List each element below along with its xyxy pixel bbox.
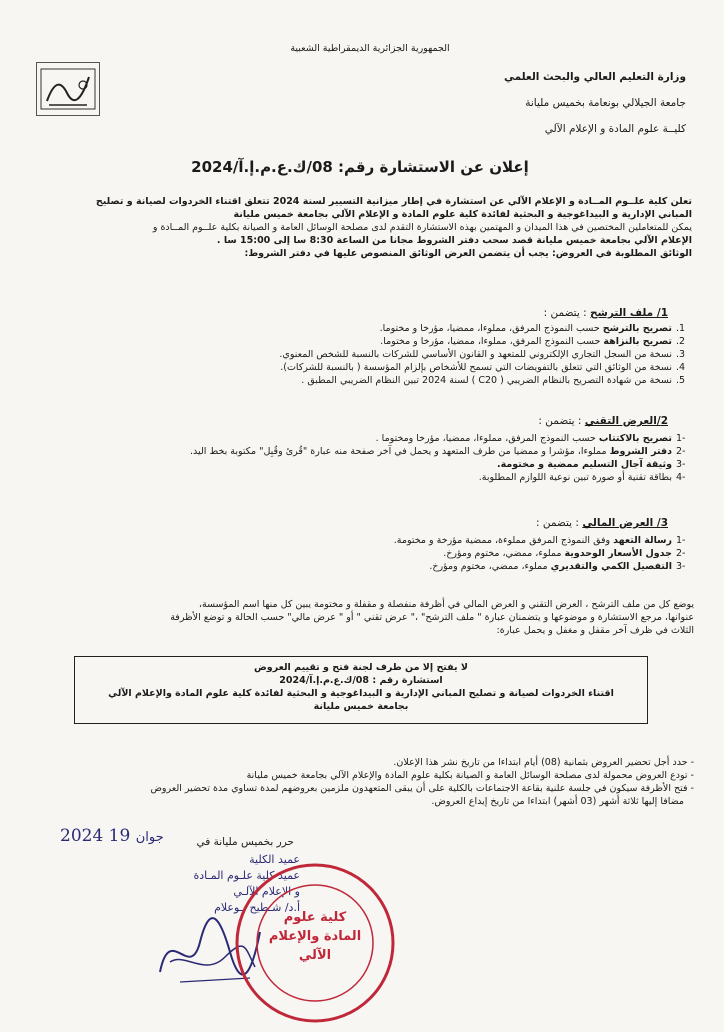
intro-line: تعلن كلية علــوم المــادة و الإعلام الآلي عن استشارة في إطار ميزانية التسيير لسنة 2024 تتعلق اقتناء الخردوات لصيانة و تصليح — [95, 196, 692, 207]
dean-title: عميد الكلية — [249, 853, 300, 866]
republic-header: الجمهورية الجزائرية الديمقراطية الشعبية — [290, 43, 450, 54]
intro-paragraph — [32, 195, 692, 260]
list-item: 4. نسخة من الوثائق التي تتعلق بالتفويضات التي تسمح للأشخاص بإلزام المؤسسة ( بالنسبة للشركات). — [280, 362, 686, 373]
envelope-line: يوضع كل من ملف الترشح ، العرض التقني و العرض المالي في أظرفة منفصلة و مقفلة و مختومة يبين كل منها اسم المؤسسة، — [198, 599, 694, 610]
list-item: -1 تصريح بالاكتتاب حسب النموذج المرفق، مملوءا، ممضيا، مؤرخا ومختوما . — [375, 433, 686, 444]
stamp-text: كلية علوم المادة والإعلام الآلي — [268, 910, 362, 963]
ministry-name: وزارة التعليم العالي والبحث العلمي — [503, 71, 686, 83]
envelope-label-box — [74, 656, 648, 724]
box-line: اقتناء الخردوات لصيانة و تصليح المباني الإدارية و البيداغوجية و البحثية لفائدة كلية علوم المادة والإعلام الآلي — [108, 688, 614, 699]
intro-line: الوثائق المطلوبة في العروض: يجب أن يتضمن العرض الوثائق المنصوص عليها في دفتر الشروط: — [244, 248, 692, 259]
envelope-line: عنوانها، مرجع الاستشارة و موضوعها و يتضمنان عبارة " ملف الترشح" ،" عرض تقني " أو " عرض مالي" حسب الحالة و توضع الأظرفة — [170, 612, 694, 623]
section2-list — [48, 432, 688, 484]
section3-heading — [536, 516, 668, 530]
signed-place — [197, 835, 294, 849]
section2-suffix: : يتضمن : — [538, 415, 582, 427]
list-item: 2. تصريح بالنزاهة حسب النموذج المرفق، مملوءا، ممضيا، مؤرخا و مختوما. — [380, 336, 686, 347]
notes — [30, 756, 694, 808]
list-item: 5. نسخة من شهادة التصريح بالنظام الضريبي ( C20 ) لسنة 2024 تبين النظام الضريبي المطبق . — [301, 375, 686, 386]
official-stamp — [230, 858, 400, 1028]
list-item: -2 دفتر الشروط مملوءا، مؤشرا و ممضيا من طرف المتعهد و يحمل في آخر صفحة منه عبارة "قُرئ وقُبِل" مكتوبة بخط اليد. — [190, 446, 686, 457]
section1-heading — [544, 306, 668, 320]
signed-place-label: حرر بخميس مليانة في — [196, 836, 294, 848]
logo-graphic — [37, 63, 99, 115]
envelope-line: الثلاث في ظرف آخر مقفل و مغفل و يحمل عبارة: — [496, 625, 694, 636]
box-line: استشارة رقم : 08/ك.ع.م.إ.آ/2024 — [279, 675, 443, 686]
list-item: -2 جدول الأسعار الوحدوية مملوء، ممضي، مختوم ومؤرخ. — [443, 548, 686, 559]
section1-title: 1/ ملف الترشح — [589, 307, 668, 319]
note-line: - حدد أجل تحضير العروض بثمانية (08) أيام ابتداءا من تاريخ نشر هذا الإعلان. — [393, 757, 694, 768]
section3-suffix: : يتضمن : — [535, 517, 579, 529]
section3-list — [48, 534, 688, 573]
dean-line: و الإعلام الآلـي — [233, 885, 300, 898]
note-line: - تودع العروض محمولة لدى مصلحة الوسائل العامة و الصيانة بكلية علوم المادة والإعلام الآلي بجامعة خميس مليانة — [246, 770, 694, 781]
list-item: 3. نسخة من السجل التجاري الإلكتروني للمتعهد و القانون الأساسي للشركات بالنسبة للشخص المعنوي. — [279, 349, 686, 360]
list-item: -3 التفصيل الكمي والتقديري مملوء، ممضي، مختوم ومؤرخ. — [429, 561, 686, 572]
intro-line: يمكن للمتعاملين المختصين في هذا الميدان و المهتمين بهذه الاستشارة التقدم لدى مصلحة الوسائل العامة و الصيانة بكلية علــوم المــادة و — [152, 222, 692, 233]
dean-line: عميد كلية علـوم المـادة — [193, 869, 300, 882]
box-line: لا يفتح إلا من طرف لجنة فتح و تقييم العروض — [254, 662, 468, 673]
box-line: بجامعة خميس مليانة — [313, 701, 409, 712]
list-item: -1 رسالة التعهد وفق النموذج المرفق مملوءة، ممضية مؤرخة و مختومة. — [393, 535, 686, 546]
university-logo — [36, 62, 100, 116]
note-line: مضافا إليها ثلاثة أشهر (03 أشهر) ابتداءا من تاريخ إيداع العروض. — [431, 796, 684, 807]
note-line: - فتح الأظرفة سيكون في جلسة علنية بقاعة الاجتماعات بالكلية على أن يبقى المتعهدون ملزمين بعروضهم لمدة تساوي مدة تحضير العروض — [150, 783, 694, 794]
dean-line: أ.د/ شـطيح بـوعلام — [214, 901, 300, 914]
university-name: جامعة الجيلالي بونعامة بخميس مليانة — [525, 97, 686, 109]
list-item: -3 وثيقة آجال التسليم ممضية و مختومة. — [497, 459, 686, 470]
envelope-instructions — [30, 598, 694, 637]
section2-title: 2/العرض التقني — [584, 415, 668, 427]
faculty-name: كليــة علوم المادة و الإعلام الآلي — [544, 123, 686, 135]
announcement-title: إعلان عن الاستشارة رقم: 08/ك.ع.م.إ.آ/2024 — [191, 158, 529, 176]
handwritten-date: 2024 جوان 19 — [60, 826, 164, 846]
list-item: -4 بطاقة تقنية أو صورة تبين نوعية اللوازم المطلوبة. — [478, 472, 686, 483]
list-item: 1. تصريح بالترشح حسب النموذج المرفق، مملوءا، ممضيا، مؤرخا و مختوما. — [379, 323, 686, 334]
intro-line: الإعلام الآلي بجامعة خميس مليانة قصد سحب دفتر الشروط مجانا من الساعة 8:30 سا إلى 15:00 سا . — [216, 235, 692, 246]
section1-list — [48, 322, 688, 387]
section2-heading — [538, 414, 668, 428]
section1-suffix: : يتضمن : — [543, 307, 587, 319]
section3-title: 3/ العرض المالي — [582, 517, 668, 529]
intro-line: المباني الإدارية و البيداغوجية و البحثية لفائدة كلية علوم المادة و الإعلام الآلي بجامعة خميس مليانة — [233, 209, 692, 220]
